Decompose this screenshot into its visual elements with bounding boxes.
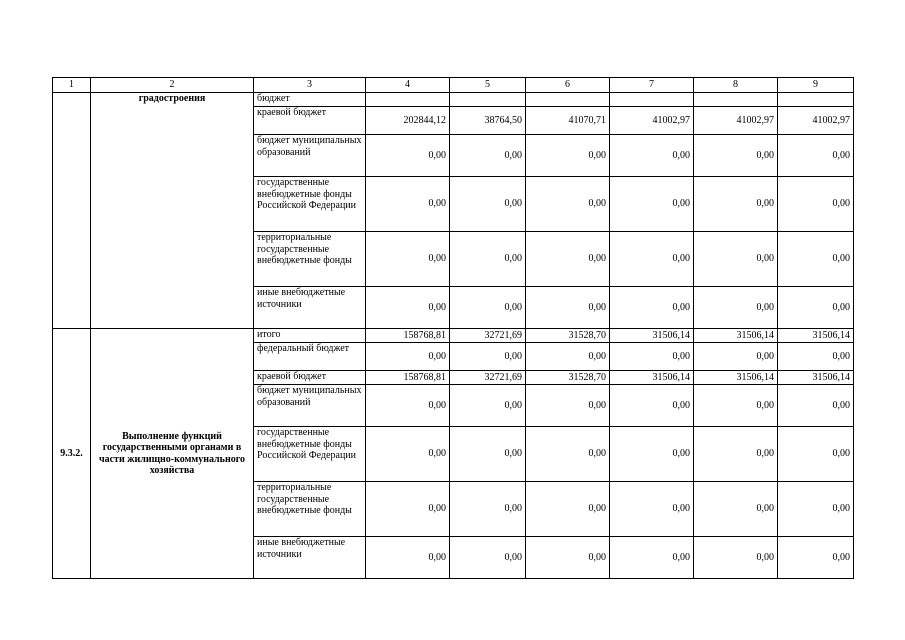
value-cell: 32721,69 bbox=[450, 371, 526, 385]
header-row bbox=[53, 78, 854, 93]
value-cell: 0,00 bbox=[366, 177, 450, 232]
funding-source: бюджет муниципальных образований bbox=[254, 385, 366, 427]
value-cell: 0,00 bbox=[694, 427, 778, 482]
header-cell: 7 bbox=[610, 78, 694, 93]
value-cell: 0,00 bbox=[778, 385, 854, 427]
value-cell: 0,00 bbox=[610, 343, 694, 371]
value-cell: 0,00 bbox=[366, 232, 450, 287]
value-cell: 0,00 bbox=[366, 482, 450, 537]
value-cell bbox=[694, 93, 778, 107]
value-cell: 0,00 bbox=[450, 385, 526, 427]
item-code bbox=[53, 93, 91, 329]
table-row bbox=[53, 93, 854, 107]
value-cell: 202844,12 bbox=[366, 107, 450, 135]
value-cell: 0,00 bbox=[366, 287, 450, 329]
value-cell: 0,00 bbox=[366, 135, 450, 177]
value-cell: 31506,14 bbox=[778, 329, 854, 343]
value-cell: 0,00 bbox=[778, 343, 854, 371]
value-cell: 0,00 bbox=[450, 177, 526, 232]
value-cell: 0,00 bbox=[778, 482, 854, 537]
value-cell: 0,00 bbox=[778, 135, 854, 177]
value-cell: 0,00 bbox=[450, 537, 526, 579]
item-name: Выполнение функций государственными органами в части жилищно-коммунального хозяйства bbox=[91, 329, 254, 579]
budget-table bbox=[52, 77, 854, 579]
table-row bbox=[53, 329, 854, 343]
header-cell: 9 bbox=[778, 78, 854, 93]
value-cell: 41002,97 bbox=[694, 107, 778, 135]
value-cell: 0,00 bbox=[610, 232, 694, 287]
value-cell: 0,00 bbox=[778, 537, 854, 579]
value-cell: 0,00 bbox=[694, 232, 778, 287]
value-cell: 31506,14 bbox=[694, 329, 778, 343]
value-cell: 0,00 bbox=[694, 537, 778, 579]
header-cell: 5 bbox=[450, 78, 526, 93]
value-cell: 32721,69 bbox=[450, 329, 526, 343]
funding-source: итого bbox=[254, 329, 366, 343]
value-cell bbox=[450, 93, 526, 107]
value-cell: 0,00 bbox=[778, 232, 854, 287]
value-cell: 0,00 bbox=[526, 232, 610, 287]
value-cell: 0,00 bbox=[694, 343, 778, 371]
header-cell: 2 bbox=[91, 78, 254, 93]
value-cell: 0,00 bbox=[526, 427, 610, 482]
value-cell: 0,00 bbox=[450, 287, 526, 329]
value-cell: 0,00 bbox=[610, 287, 694, 329]
value-cell: 0,00 bbox=[450, 482, 526, 537]
header-cell: 6 bbox=[526, 78, 610, 93]
value-cell: 0,00 bbox=[526, 343, 610, 371]
value-cell: 0,00 bbox=[694, 482, 778, 537]
header-cell: 1 bbox=[53, 78, 91, 93]
value-cell: 0,00 bbox=[610, 482, 694, 537]
funding-source: государственные внебюджетные фонды Российской Федерации bbox=[254, 177, 366, 232]
value-cell: 0,00 bbox=[610, 135, 694, 177]
funding-source: бюджет bbox=[254, 93, 366, 107]
header-cell: 8 bbox=[694, 78, 778, 93]
value-cell: 0,00 bbox=[526, 287, 610, 329]
funding-source: федеральный бюджет bbox=[254, 343, 366, 371]
funding-source: краевой бюджет bbox=[254, 371, 366, 385]
value-cell: 31528,70 bbox=[526, 371, 610, 385]
value-cell bbox=[526, 93, 610, 107]
funding-source: иные внебюджетные источники bbox=[254, 537, 366, 579]
item-code: 9.3.2. bbox=[53, 329, 91, 579]
value-cell: 31528,70 bbox=[526, 329, 610, 343]
value-cell: 0,00 bbox=[450, 135, 526, 177]
value-cell bbox=[610, 93, 694, 107]
value-cell: 0,00 bbox=[366, 537, 450, 579]
funding-source: бюджет муниципальных образований bbox=[254, 135, 366, 177]
value-cell: 0,00 bbox=[610, 427, 694, 482]
value-cell: 0,00 bbox=[610, 385, 694, 427]
value-cell bbox=[366, 93, 450, 107]
value-cell: 0,00 bbox=[694, 135, 778, 177]
value-cell: 0,00 bbox=[450, 427, 526, 482]
value-cell: 0,00 bbox=[366, 385, 450, 427]
funding-source: государственные внебюджетные фонды Российской Федерации bbox=[254, 427, 366, 482]
funding-source: территориальные государственные внебюджетные фонды bbox=[254, 482, 366, 537]
value-cell: 0,00 bbox=[450, 343, 526, 371]
value-cell: 0,00 bbox=[450, 232, 526, 287]
value-cell: 41002,97 bbox=[610, 107, 694, 135]
header-cell: 4 bbox=[366, 78, 450, 93]
funding-source: территориальные государственные внебюджетные фонды bbox=[254, 232, 366, 287]
value-cell: 158768,81 bbox=[366, 371, 450, 385]
funding-source: краевой бюджет bbox=[254, 107, 366, 135]
value-cell: 31506,14 bbox=[610, 329, 694, 343]
value-cell: 0,00 bbox=[366, 427, 450, 482]
value-cell: 41002,97 bbox=[778, 107, 854, 135]
value-cell: 0,00 bbox=[526, 537, 610, 579]
funding-source: иные внебюджетные источники bbox=[254, 287, 366, 329]
value-cell: 41070,71 bbox=[526, 107, 610, 135]
value-cell: 31506,14 bbox=[778, 371, 854, 385]
value-cell: 0,00 bbox=[526, 177, 610, 232]
value-cell: 0,00 bbox=[778, 177, 854, 232]
value-cell: 38764,50 bbox=[450, 107, 526, 135]
item-name: градостроения bbox=[91, 93, 254, 329]
value-cell: 0,00 bbox=[366, 343, 450, 371]
value-cell: 0,00 bbox=[778, 427, 854, 482]
value-cell: 0,00 bbox=[526, 385, 610, 427]
value-cell bbox=[778, 93, 854, 107]
value-cell: 158768,81 bbox=[366, 329, 450, 343]
value-cell: 0,00 bbox=[778, 287, 854, 329]
value-cell: 0,00 bbox=[610, 177, 694, 232]
value-cell: 0,00 bbox=[526, 482, 610, 537]
value-cell: 0,00 bbox=[694, 287, 778, 329]
value-cell: 31506,14 bbox=[610, 371, 694, 385]
value-cell: 0,00 bbox=[526, 135, 610, 177]
value-cell: 0,00 bbox=[610, 537, 694, 579]
value-cell: 0,00 bbox=[694, 177, 778, 232]
value-cell: 0,00 bbox=[694, 385, 778, 427]
value-cell: 31506,14 bbox=[694, 371, 778, 385]
header-cell: 3 bbox=[254, 78, 366, 93]
